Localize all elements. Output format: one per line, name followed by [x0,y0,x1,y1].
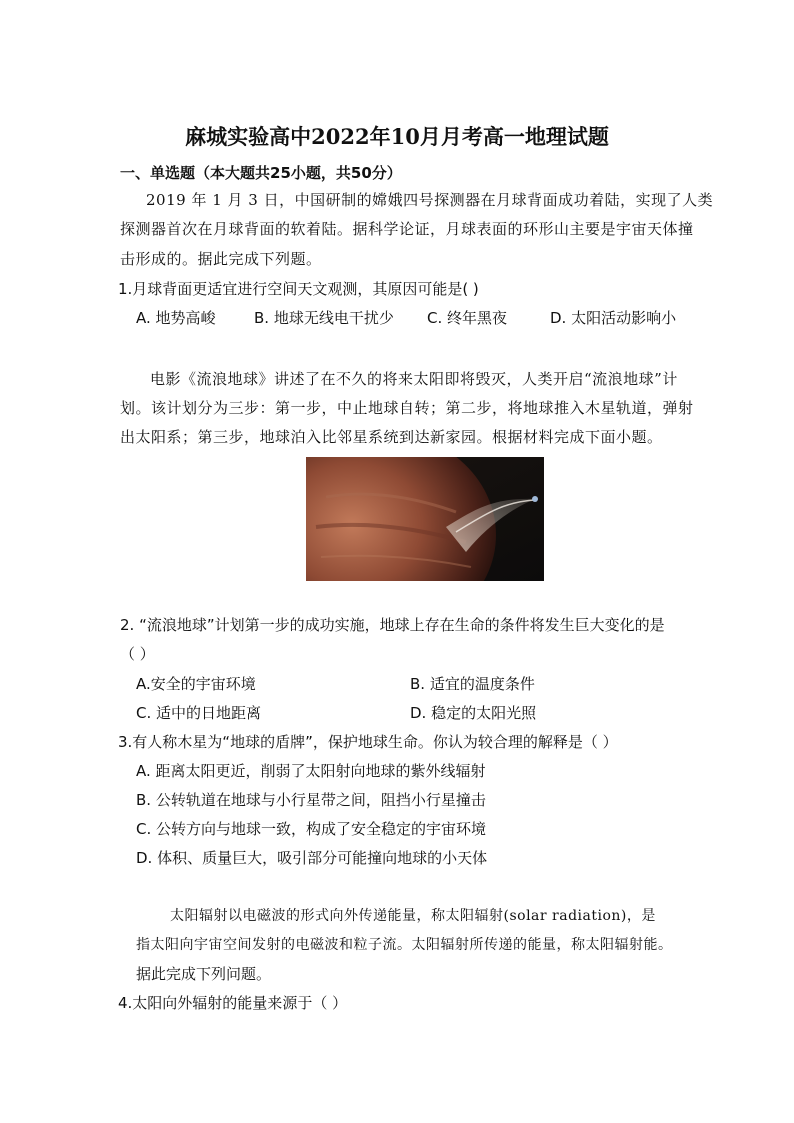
section-heading: 一、单选题（本大题共25小题，共50分） [120,164,402,182]
passage3-line-3: 据此完成下列问题。 [136,965,272,983]
passage1-line-1: 2019 年 1 月 3 日，中国研制的嫦娥四号探测器在月球背面成功着陆，实现了人类 [146,191,714,209]
passage2-line-1: 电影《流浪地球》讲述了在不久的将来太阳即将毁灭，人类开启“流浪地球”计 [150,370,678,388]
question-2-option-b: B. 适宜的温度条件 [410,675,535,693]
question-4-stem: 4.太阳向外辐射的能量来源于（ ） [118,994,348,1012]
question-3-option-d: D. 体积、质量巨大，吸引部分可能撞向地球的小天体 [136,849,488,867]
page-title: 麻城实验高中2022年10月月考高一地理试题 [185,124,609,149]
question-1-option-c: C. 终年黑夜 [427,309,508,327]
question-2-option-c: C. 适中的日地距离 [136,704,262,722]
question-3-option-b: B. 公转轨道在地球与小行星带之间，阻挡小行星撞击 [136,791,486,809]
question-1-option-b: B. 地球无线电干扰少 [254,309,394,327]
question-2-answer-bracket: （ ） [120,645,155,663]
wandering-earth-image [306,457,544,581]
passage1-line-2: 探测器首次在月球背面的软着陆。据科学论证，月球表面的环形山主要是宇宙天体撞 [120,220,694,238]
question-3-stem: 3.有人称木星为“地球的盾牌”，保护地球生命。你认为较合理的解释是（ ） [118,733,618,751]
question-2-stem: 2. “流浪地球”计划第一步的成功实施，地球上存在生命的条件将发生巨大变化的是 [120,616,665,634]
question-3-option-c: C. 公转方向与地球一致，构成了安全稳定的宇宙环境 [136,820,487,838]
question-2-option-d: D. 稳定的太阳光照 [410,704,537,722]
passage2-line-2: 划。该计划分为三步：第一步，中止地球自转；第二步，将地球推入木星轨道，弹射 [120,399,694,417]
question-2-option-a: A.安全的宇宙环境 [136,675,256,693]
question-3-option-a: A. 距离太阳更近，削弱了太阳射向地球的紫外线辐射 [136,762,486,780]
passage1-line-3: 击形成的。据此完成下列题。 [120,250,322,268]
question-1-stem: 1.月球背面更适宜进行空间天文观测，其原因可能是( ) [118,280,479,298]
passage3-line-2: 指太阳向宇宙空间发射的电磁波和粒子流。太阳辐射所传递的能量，称太阳辐射能。 [136,937,673,953]
passage2-line-3: 出太阳系；第三步，地球泊入比邻星系统到达新家园。根据材料完成下面小题。 [120,428,663,446]
question-1-option-a: A. 地势高峻 [136,309,216,327]
passage3-line-1: 太阳辐射以电磁波的形式向外传递能量，称太阳辐射(solar radiation)，是 [170,908,656,924]
question-1-option-d: D. 太阳活动影响小 [550,309,677,327]
